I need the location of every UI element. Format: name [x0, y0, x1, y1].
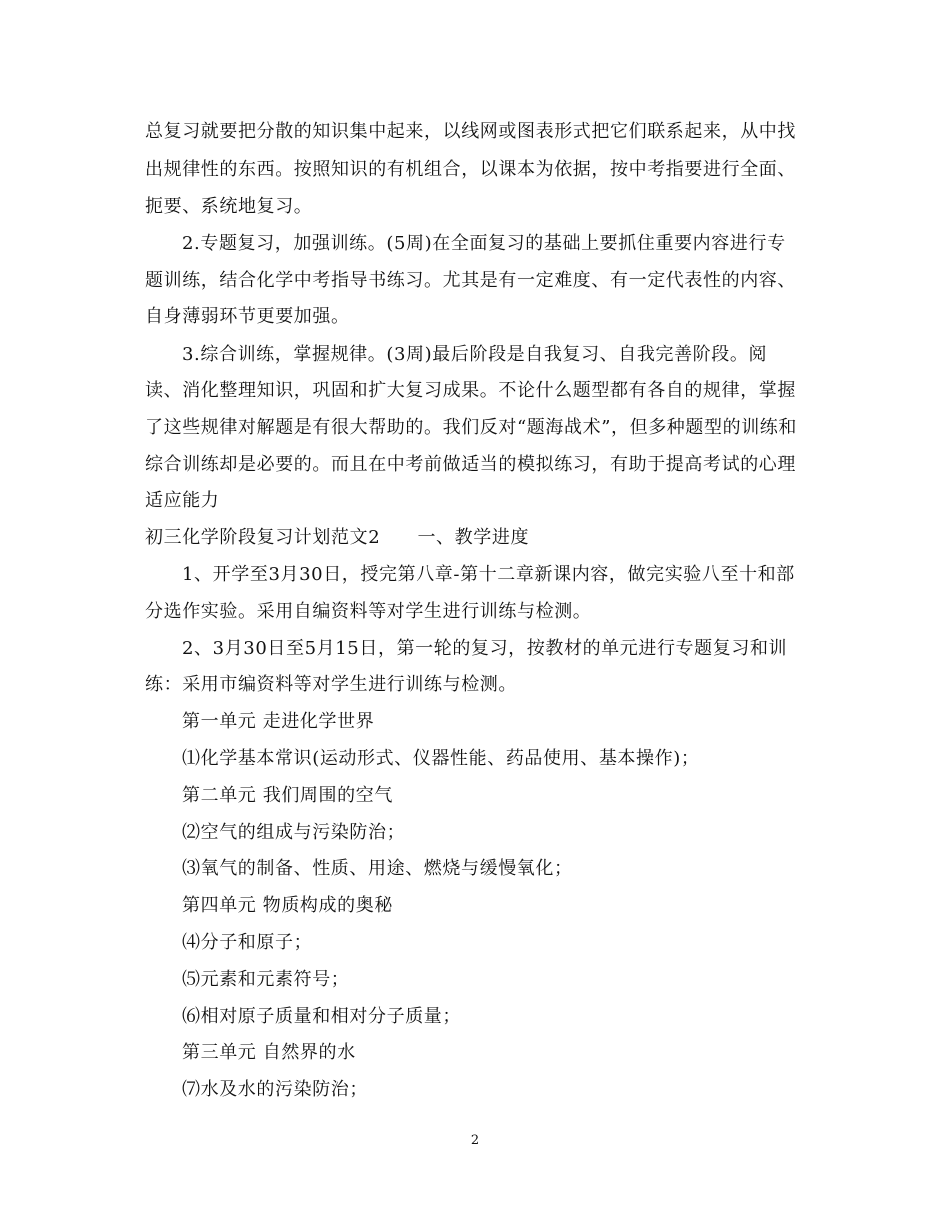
text-line: 题训练，结合化学中考指导书练习。尤其是有一定难度、有一定代表性的内容、 [145, 270, 796, 291]
text-line: 了这些规律对解题是有很大帮助的。我们反对“题海战术”，但多种题型的训练和 [145, 417, 798, 438]
text-line: 分选作实验。采用自编资料等对学生进行训练与检测。 [145, 601, 592, 622]
list-item: ⑸元素和元素符号； [182, 969, 350, 990]
list-item: ⑷分子和原子； [182, 932, 313, 953]
text-line: 1、开学至3月30日，授完第八章-第十二章新课内容，做完实验八至十和部 [182, 564, 795, 585]
section-heading: 初三化学阶段复习计划范文2 一、教学进度 [145, 527, 530, 548]
text-line: 综合训练却是必要的。而且在中考前做适当的模拟练习，有助于提高考试的心理 [145, 454, 796, 475]
text-line: 读、消化整理知识，巩固和扩大复习成果。不论什么题型都有各自的规律，掌握 [145, 380, 796, 401]
list-item: ⑺水及水的污染防治； [182, 1079, 368, 1100]
unit-heading: 第二单元 我们周围的空气 [182, 785, 393, 806]
text-line: 练：采用市编资料等对学生进行训练与检测。 [145, 674, 517, 695]
list-item: ⑴化学基本常识(运动形式、仪器性能、药品使用、基本操作)； [182, 748, 700, 769]
page-number: 2 [470, 1133, 480, 1148]
text-line: 总复习就要把分散的知识集中起来，以线网或图表形式把它们联系起来，从中找 [145, 121, 796, 142]
list-item: ⑵空气的组成与污染防治； [182, 822, 406, 843]
list-item: ⑹相对原子质量和相对分子质量； [182, 1006, 461, 1027]
text-line: 出规律性的东西。按照知识的有机组合，以课本为依据，按中考指要进行全面、 [145, 159, 796, 180]
text-line: 扼要、系统地复习。 [145, 196, 313, 217]
list-item: ⑶氧气的制备、性质、用途、燃烧与缓慢氧化； [182, 858, 573, 879]
text-line: 适应能力 [145, 490, 220, 511]
unit-heading: 第一单元 走进化学世界 [182, 711, 375, 732]
unit-heading: 第四单元 物质构成的奥秘 [182, 895, 393, 916]
text-line: 2.专题复习，加强训练。(5周)在全面复习的基础上要抓住重要内容进行专 [182, 233, 786, 254]
text-line: 自身薄弱环节更要加强。 [145, 306, 350, 327]
text-line: 2、3月30日至5月15日，第一轮的复习，按教材的单元进行专题复习和训 [182, 638, 788, 659]
text-line: 3.综合训练，掌握规律。(3周)最后阶段是自我复习、自我完善阶段。阅 [182, 344, 768, 365]
unit-heading: 第三单元 自然界的水 [182, 1042, 356, 1063]
